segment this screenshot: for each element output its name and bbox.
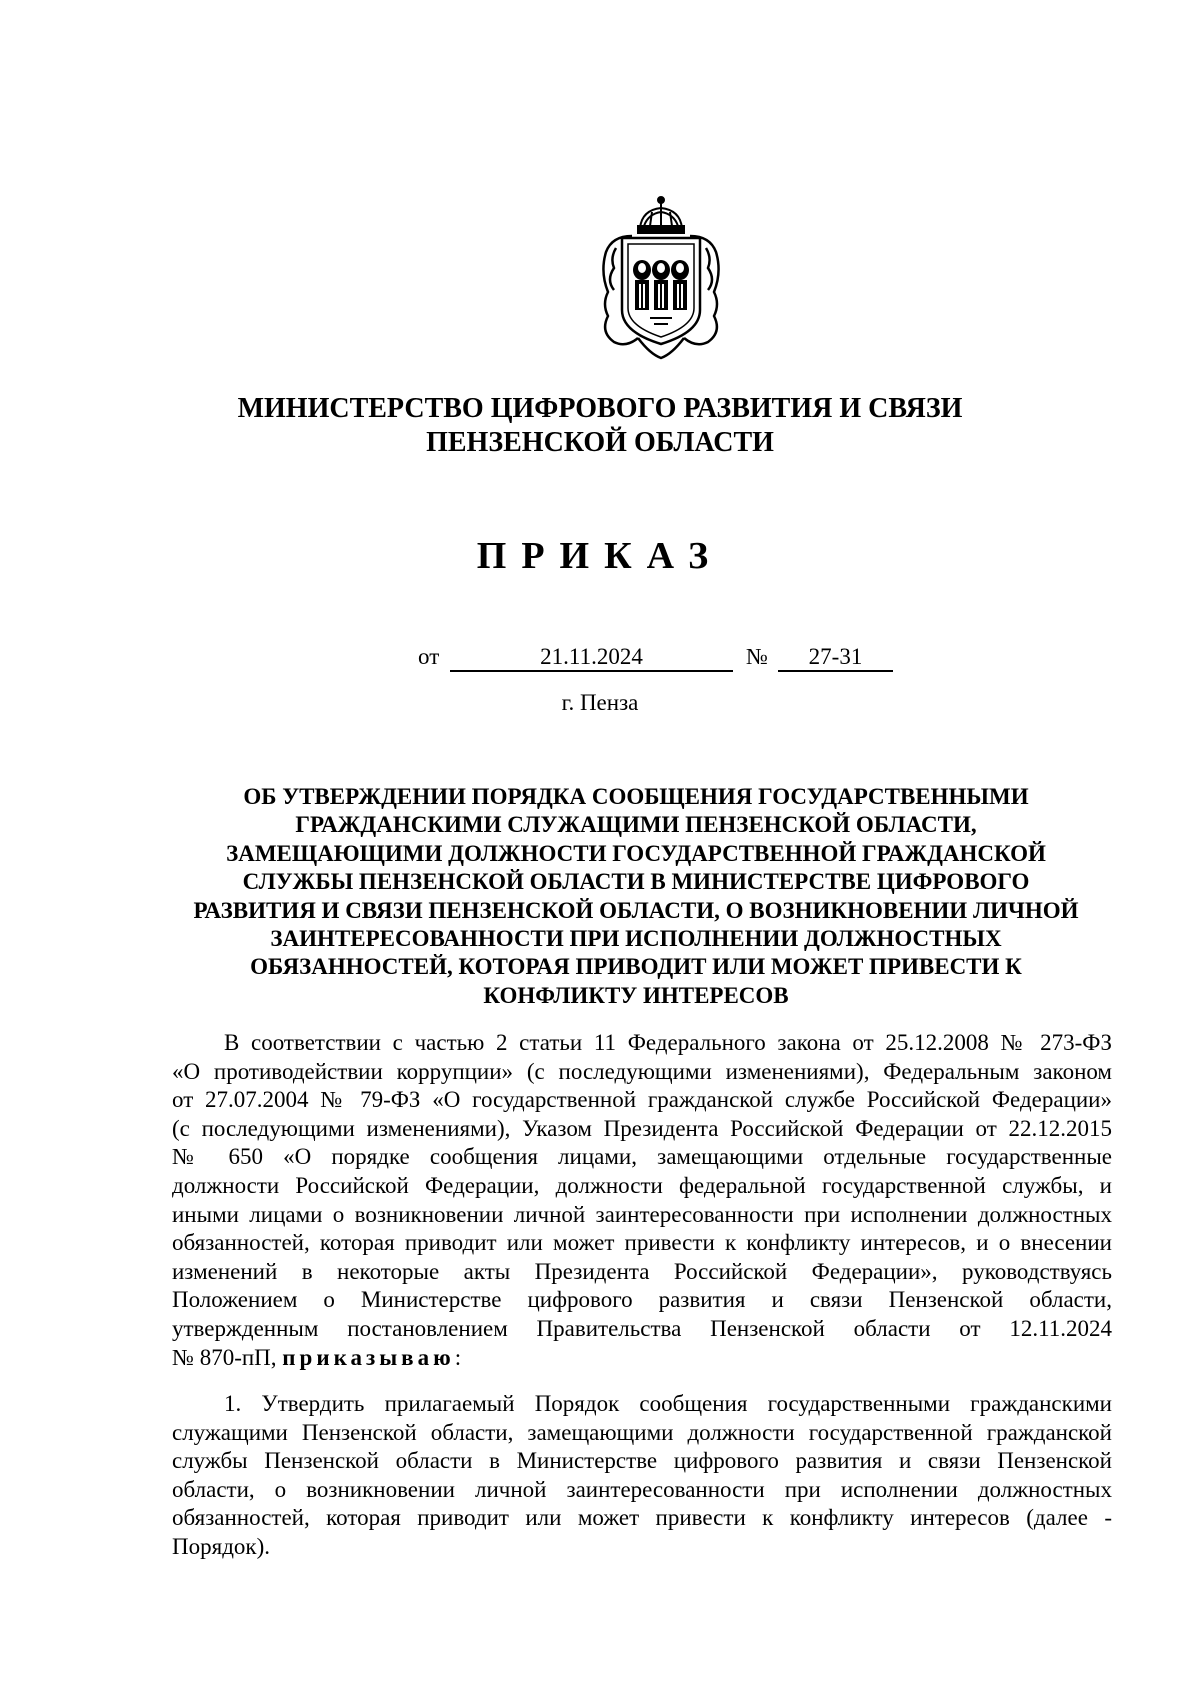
order-date-number-row <box>418 642 908 672</box>
command-word: приказываю <box>282 1344 455 1370</box>
subject-line: ОБЯЗАННОСТЕЙ, КОТОРАЯ ПРИВОДИТ ИЛИ МОЖЕТ ПРИВЕСТИ К <box>250 954 1022 980</box>
order-city: г. Пенза <box>561 690 639 715</box>
paragraph-line: обязанностей, которая приводит или может привести к конфликту интересов, и о внесении <box>172 1230 1112 1256</box>
decree-reference: № 870-пП, <box>172 1344 283 1370</box>
paragraph-line: (с последующими изменениями), Указом Президента Российской Федерации от 22.12.2015 <box>172 1115 1112 1141</box>
paragraph-line: 1. Утвердить прилагаемый Порядок сообщения государственными гражданскими <box>224 1391 1112 1416</box>
preamble-paragraph <box>172 1029 1112 1372</box>
order-date: 21.11.2024 <box>450 642 733 672</box>
order-item-1 <box>172 1390 1112 1562</box>
paragraph-line: обязанностей, которая приводит или может привести к конфликту интересов (далее - <box>172 1505 1112 1531</box>
paragraph-line: от 27.07.2004 № 79-ФЗ «О государственной гражданской службе Российской Федерации» <box>172 1087 1112 1113</box>
subject-line: ЗАМЕЩАЮЩИМИ ДОЛЖНОСТИ ГОСУДАРСТВЕННОЙ ГРАЖДАНСКОЙ <box>226 840 1046 866</box>
order-number: 27-31 <box>778 642 893 672</box>
command-suffix: : <box>454 1344 462 1370</box>
paragraph-line: утвержденным постановлением Правительства Пензенской области от 12.11.2024 <box>172 1315 1112 1341</box>
subject-line: ГРАЖДАНСКИМИ СЛУЖАЩИМИ ПЕНЗЕНСКОЙ ОБЛАСТИ, <box>295 812 977 838</box>
subject-line: РАЗВИТИЯ И СВЯЗИ ПЕНЗЕНСКОЙ ОБЛАСТИ, О ВОЗНИКНОВЕНИИ ЛИЧНОЙ <box>193 897 1079 923</box>
coat-of-arms-icon <box>592 192 730 360</box>
date-prefix: от <box>418 644 440 669</box>
paragraph-line: области, о возникновении личной заинтересованности при исполнении должностных <box>172 1476 1112 1502</box>
ministry-name-line: ПЕНЗЕНСКОЙ ОБЛАСТИ <box>426 427 774 458</box>
paragraph-line: изменений в некоторые акты Президента Российской Федерации», руководствуясь <box>172 1258 1112 1284</box>
paragraph-line: иными лицами о возникновении личной заинтересованности при исполнении должностных <box>172 1201 1112 1227</box>
paragraph-line: Положением о Министерстве цифрового развития и связи Пензенской области, <box>172 1287 1112 1313</box>
paragraph-line: должности Российской Федерации, должности федеральной государственной службы, и <box>172 1172 1112 1198</box>
paragraph-line <box>172 1344 1112 1373</box>
order-title: ПРИКАЗ <box>476 535 724 577</box>
subject-line: СЛУЖБЫ ПЕНЗЕНСКОЙ ОБЛАСТИ В МИНИСТЕРСТВЕ ЦИФРОВОГО <box>242 869 1030 895</box>
subject-line: ЗАИНТЕРЕСОВАННОСТИ ПРИ ИСПОЛНЕНИИ ДОЛЖНОСТНЫХ <box>270 926 1002 952</box>
number-sign: № <box>746 644 768 669</box>
paragraph-line: «О противодействии коррупции» (с последующими изменениями), Федеральным законом <box>172 1058 1112 1084</box>
paragraph-line: служащими Пензенской области, замещающими должности государственной гражданской <box>172 1419 1112 1445</box>
paragraph-line: № 650 «О порядке сообщения лицами, замещающими отдельные государственные <box>172 1144 1112 1170</box>
paragraph-line: Порядок). <box>172 1533 270 1559</box>
ministry-name <box>200 392 1000 460</box>
paragraph-line: В соответствии с частью 2 статьи 11 Федерального закона от 25.12.2008 № 273-ФЗ <box>224 1030 1112 1055</box>
ministry-name-line: МИНИСТЕРСТВО ЦИФРОВОГО РАЗВИТИЯ И СВЯЗИ <box>237 393 963 424</box>
paragraph-line: службы Пензенской области в Министерстве цифрового развития и связи Пензенской <box>172 1448 1112 1474</box>
subject-line: КОНФЛИКТУ ИНТЕРЕСОВ <box>483 982 789 1008</box>
subject-line: ОБ УТВЕРЖДЕНИИ ПОРЯДКА СООБЩЕНИЯ ГОСУДАРСТВЕННЫМИ <box>243 784 1029 809</box>
order-subject <box>160 783 1112 1010</box>
